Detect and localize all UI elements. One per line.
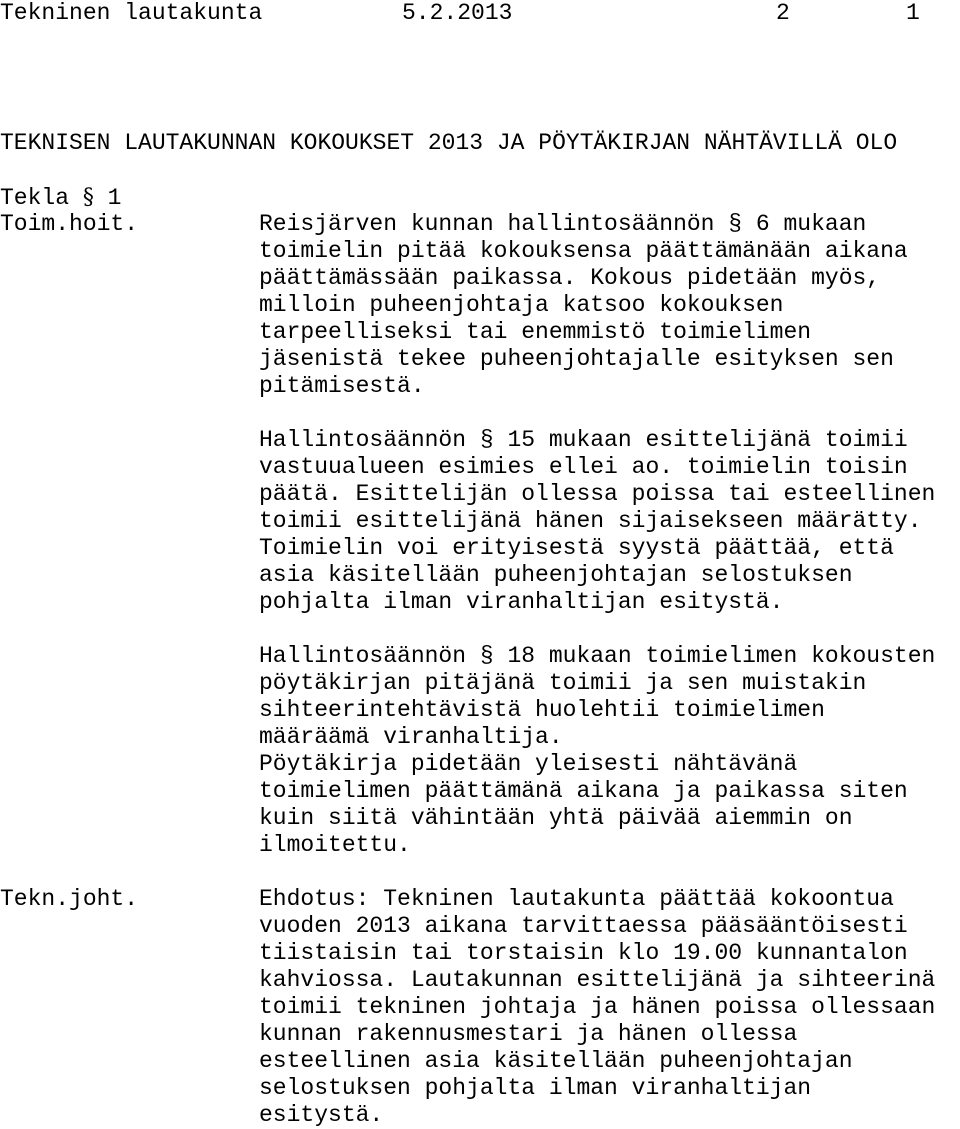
paragraph-lines (259, 886, 959, 1129)
text-line: ilmoitettu. (259, 832, 411, 858)
text-line: pitämisestä. (259, 373, 425, 399)
text-line: selostuksen pohjalta ilman viranhaltijan (259, 1075, 812, 1101)
header-date: 5.2.2013 (402, 0, 513, 26)
text-line: milloin puheenjohtaja katsoo kokouksen (259, 292, 784, 318)
text-line: pohjalta ilman viranhaltijan esitystä. (259, 589, 784, 615)
header-section-number: 2 (776, 0, 790, 26)
section-prefix: Tekla (0, 185, 70, 211)
paragraph-2 (259, 427, 959, 616)
text-line: asia käsitellään puheenjohtajan selostuksen (259, 562, 853, 588)
text-line: vuoden 2013 aikana tarvittaessa pääsääntöisesti (259, 913, 908, 939)
text-line: päättämässään paikassa. Kokous pidetään myös, (259, 265, 881, 291)
text-line: toimielin pitää kokouksensa päättämänään aikana (259, 238, 908, 264)
text-line: toimii esittelijänä hänen sijaisekseen määrätty. (259, 508, 922, 534)
text-line: tarpeelliseksi tai enemmistö toimielimen (259, 319, 812, 345)
text-line: pöytäkirjan pitäjänä toimii ja sen muistakin (259, 670, 867, 696)
paragraph-lines (259, 211, 959, 400)
preparer-label: Toim.hoit. (0, 211, 139, 237)
text-line: esitystä. (259, 1102, 384, 1128)
text-line: sihteerintehtävistä huolehtii toimielimen (259, 697, 825, 723)
paragraph-lines (259, 643, 959, 859)
text-line: tiistaisin tai torstaisin klo 19.00 kunnantalon (259, 940, 908, 966)
paragraph-1 (259, 211, 959, 400)
text-line: esteellinen asia käsitellään puheenjohtajan (259, 1048, 853, 1074)
proposer-label: Tekn.joht. (0, 886, 139, 912)
section-number: 1 (107, 185, 122, 211)
text-line: Hallintosäännön § 15 mukaan esittelijänä toimii (259, 427, 908, 453)
paragraph-3 (259, 643, 959, 859)
text-line: määräämä viranhaltija. (259, 724, 563, 750)
text-line: vastuualueen esimies ellei ao. toimielin toisin (259, 454, 908, 480)
text-line: Pöytäkirja pidetään yleisesti nähtävänä (259, 751, 798, 777)
text-line: toimii tekninen johtaja ja hänen poissa ollessaan (259, 994, 936, 1020)
proposal-paragraph (259, 886, 959, 1129)
text-line: Toimielin voi erityisestä syystä päättää, että (259, 535, 894, 561)
section-symbol: § (82, 185, 94, 210)
text-line: Reisjärven kunnan hallintosäännön § 6 mukaan (259, 211, 867, 237)
text-line: kunnan rakennusmestari ja hänen ollessa (259, 1021, 798, 1047)
text-line: päätä. Esittelijän ollessa poissa tai esteellinen (259, 481, 936, 507)
section-label (0, 184, 121, 212)
text-line: toimielimen päättämänä aikana ja paikassa siten (259, 778, 908, 804)
text-line: kahviossa. Lautakunnan esittelijänä ja sihteerinä (259, 967, 936, 993)
text-line: Hallintosäännön § 18 mukaan toimielimen kokousten (259, 643, 936, 669)
text-line: Ehdotus: Tekninen lautakunta päättää kokoontua (259, 886, 894, 912)
paragraph-lines (259, 427, 959, 616)
text-line: kuin siitä vähintään yhtä päivää aiemmin on (259, 805, 853, 831)
page-header (0, 0, 960, 27)
text-line: jäsenistä tekee puheenjohtajalle esityksen sen (259, 346, 894, 372)
header-page-number: 1 (906, 0, 920, 26)
document-title: TEKNISEN LAUTAKUNNAN KOKOUKSET 2013 JA PÖYTÄKIRJAN NÄHTÄVILLÄ OLO (0, 130, 898, 156)
header-organ: Tekninen lautakunta (0, 0, 263, 26)
